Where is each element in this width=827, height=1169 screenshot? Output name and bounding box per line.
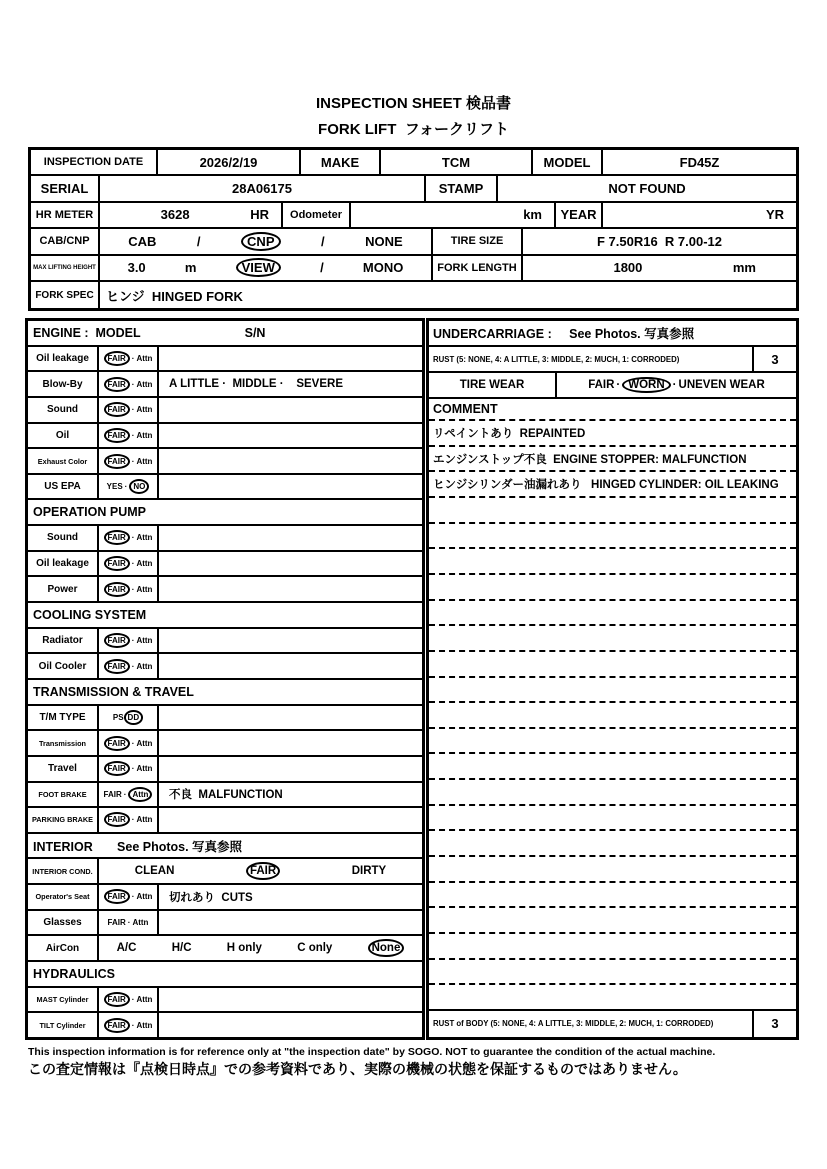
row-label: Transmission bbox=[28, 731, 99, 755]
max-lifting-options bbox=[100, 256, 433, 280]
section-interior: INTERIOR See Photos. 写真参照 bbox=[28, 834, 422, 860]
note-cell bbox=[159, 911, 422, 935]
option-attn: Attn bbox=[136, 379, 153, 389]
tire-wear-row bbox=[429, 373, 796, 399]
row-us-epa bbox=[28, 475, 422, 501]
section-operation: OPERATION PUMP bbox=[28, 500, 422, 526]
empty-comment-line bbox=[429, 729, 796, 755]
rating-cell bbox=[99, 731, 159, 755]
sheet-subtitle: FORK LIFT フォークリフト bbox=[318, 121, 509, 138]
comment-line-2: エンジンストップ不良 ENGINE STOPPER: MALFUNCTION bbox=[429, 447, 796, 473]
circled-option-fair: FAIR bbox=[104, 659, 130, 674]
option-attn: Attn bbox=[136, 815, 153, 825]
circled-option-attn: Attn bbox=[128, 787, 152, 802]
option-attn: Attn bbox=[136, 661, 153, 671]
option-attn: Attn bbox=[136, 456, 153, 466]
circled-option-fair: FAIR bbox=[104, 736, 130, 751]
header-row-6 bbox=[31, 282, 796, 308]
odometer-label: Odometer bbox=[283, 203, 351, 227]
row-parking-brake bbox=[28, 808, 422, 834]
note-cell bbox=[159, 654, 422, 678]
empty-comment-line bbox=[429, 652, 796, 678]
option-fair: FAIR bbox=[588, 379, 615, 391]
separator: · bbox=[131, 636, 135, 645]
empty-comment-line bbox=[429, 857, 796, 883]
circled-option-fair: FAIR bbox=[104, 1018, 130, 1033]
option-h-only: H only bbox=[226, 942, 262, 955]
tire-size-label: TIRE SIZE bbox=[433, 229, 523, 253]
header-row-2 bbox=[31, 176, 796, 202]
option-attn: Attn bbox=[136, 892, 153, 902]
note-cell bbox=[159, 424, 422, 448]
option-fair: FAIR bbox=[107, 918, 126, 928]
row-label: TILT Cylinder bbox=[28, 1013, 99, 1037]
separator: · bbox=[131, 815, 135, 825]
row-label: MAST Cylinder bbox=[28, 988, 99, 1012]
row-glasses bbox=[28, 911, 422, 937]
rust-rating-label: RUST (5: NONE, 4: A LITTLE, 3: MIDDLE, 2: MUCH, 1: CORRODED) bbox=[433, 354, 680, 364]
header-row-4 bbox=[31, 229, 796, 255]
row-interior-cond bbox=[28, 859, 422, 885]
rating-cell bbox=[99, 424, 159, 448]
model-label: MODEL bbox=[533, 150, 603, 174]
rating-cell bbox=[99, 475, 159, 499]
row-mast-cylinder bbox=[28, 988, 422, 1014]
option-uneven-wear: UNEVEN WEAR bbox=[678, 379, 765, 391]
separator: · bbox=[131, 430, 135, 440]
rating-cell bbox=[99, 449, 159, 473]
rating-cell bbox=[99, 347, 159, 371]
option-blank: / bbox=[321, 233, 325, 249]
row-label: Glasses bbox=[28, 911, 99, 935]
rating-cell bbox=[99, 936, 422, 960]
model-value: FD45Z bbox=[679, 154, 720, 170]
option-attn: Attn bbox=[136, 738, 153, 748]
circled-option-none: None bbox=[368, 939, 405, 957]
row-sound bbox=[28, 526, 422, 552]
row-label: Blow-By bbox=[28, 372, 99, 396]
inspection-items-table bbox=[25, 318, 425, 1040]
option-yes: YES bbox=[106, 482, 123, 492]
option-dirty: DIRTY bbox=[351, 865, 387, 878]
option-attn: Attn bbox=[136, 353, 153, 363]
fork-spec-label: FORK SPEC bbox=[31, 282, 100, 308]
row-oil-leakage bbox=[28, 347, 422, 373]
note-cell: 切れあり CUTS bbox=[169, 891, 253, 904]
separator: · bbox=[131, 533, 135, 543]
tire-size-value: F 7.50R16 R 7.00-12 bbox=[596, 233, 723, 249]
option-cab: CAB bbox=[128, 233, 157, 249]
row-label: Oil leakage bbox=[28, 347, 99, 371]
empty-comment-line bbox=[429, 806, 796, 832]
header-row-1 bbox=[31, 150, 796, 176]
option-attn: Attn bbox=[136, 764, 153, 774]
row-label: Sound bbox=[28, 526, 99, 550]
rust-of-body-row bbox=[429, 1009, 796, 1037]
note-cell bbox=[159, 731, 422, 755]
option-attn: Attn bbox=[136, 636, 153, 645]
circled-option-fair: FAIR bbox=[104, 377, 130, 392]
circled-option-fair: FAIR bbox=[246, 862, 280, 880]
fork-length-value: 1800 bbox=[613, 260, 643, 276]
note-cell bbox=[159, 988, 422, 1012]
year-unit: YR bbox=[765, 207, 784, 223]
option-h-c: H/C bbox=[171, 942, 192, 955]
rust-of-body-value: 3 bbox=[752, 1011, 796, 1037]
empty-comment-line bbox=[429, 960, 796, 986]
circled-option-no: NO bbox=[129, 479, 149, 494]
option-fair: FAIR bbox=[103, 789, 122, 799]
inspection-date-label: INSPECTION DATE bbox=[31, 150, 158, 174]
separator: · bbox=[131, 456, 135, 466]
option-clean: CLEAN bbox=[134, 865, 175, 878]
fork-spec-value: ヒンジ HINGED FORK bbox=[106, 288, 243, 304]
circled-option-fair: FAIR bbox=[104, 633, 130, 648]
separator: · bbox=[616, 379, 621, 391]
serial-value: 28A06175 bbox=[100, 176, 426, 200]
separator: · bbox=[131, 764, 135, 774]
row-label: Oil Cooler bbox=[28, 654, 99, 678]
circled-option-dd: DD bbox=[124, 710, 144, 725]
comment-line-1: リペイントあり REPAINTED bbox=[429, 421, 796, 447]
rating-cell bbox=[99, 398, 159, 422]
circled-option-fair: FAIR bbox=[104, 992, 130, 1007]
fork-length-label: FORK LENGTH bbox=[433, 256, 523, 280]
rating-cell bbox=[99, 911, 159, 935]
row-transmission bbox=[28, 731, 422, 757]
row-label: Power bbox=[28, 577, 99, 601]
option-attn: Attn bbox=[132, 918, 149, 928]
disclaimer-japanese: この査定情報は『点検日時点』での参考資料であり、実際の機械の状態を保証するものではありません。 bbox=[28, 1061, 687, 1077]
circled-option-fair: FAIR bbox=[104, 761, 130, 776]
circled-option-fair: FAIR bbox=[104, 530, 130, 545]
rating-cell bbox=[99, 783, 159, 807]
separator: · bbox=[672, 379, 677, 391]
circled-option-fair: FAIR bbox=[104, 454, 130, 469]
rust-rating-row bbox=[429, 347, 796, 373]
note-cell bbox=[159, 808, 422, 832]
empty-comment-line bbox=[429, 703, 796, 729]
separator: · bbox=[131, 738, 135, 748]
option-c-only: C only bbox=[297, 942, 333, 955]
row-sound bbox=[28, 398, 422, 424]
tire-wear-label: TIRE WEAR bbox=[429, 373, 557, 397]
empty-comment-line bbox=[429, 575, 796, 601]
row-oil-cooler bbox=[28, 654, 422, 680]
option-attn: Attn bbox=[136, 1020, 153, 1030]
row-label: Radiator bbox=[28, 629, 99, 653]
circled-option-view: VIEW bbox=[236, 258, 281, 277]
separator: · bbox=[131, 559, 135, 569]
circled-option-fair: FAIR bbox=[104, 402, 130, 417]
empty-comment-line bbox=[429, 549, 796, 575]
separator: · bbox=[131, 994, 135, 1004]
row-label: FOOT BRAKE bbox=[28, 783, 99, 807]
disclaimer-english: This inspection information is for reference only at "the inspection date" by SOGO. NOT to guarantee the condition of the actual machine. bbox=[28, 1046, 716, 1058]
note-cell bbox=[159, 629, 422, 653]
circled-option-fair: FAIR bbox=[104, 428, 130, 443]
serial-label: SERIAL bbox=[31, 176, 100, 200]
row-label: US EPA bbox=[28, 475, 99, 499]
empty-comment-line bbox=[429, 985, 796, 1009]
note-cell bbox=[159, 552, 422, 576]
row-label: Operator's Seat bbox=[28, 885, 99, 909]
hr-meter-label: HR METER bbox=[31, 203, 100, 227]
rust-of-body-label: RUST of BODY (5: NONE, 4: A LITTLE, 3: MIDDLE, 2: MUCH, 1: CORRODED) bbox=[433, 1019, 714, 1029]
make-label: MAKE bbox=[301, 150, 381, 174]
option-attn: Attn bbox=[136, 559, 153, 569]
tire-wear-options bbox=[557, 373, 796, 397]
rating-cell bbox=[99, 859, 422, 883]
separator: · bbox=[123, 789, 127, 799]
option-attn: Attn bbox=[136, 430, 153, 440]
circled-option-worn: WORN bbox=[622, 377, 670, 393]
note-cell bbox=[159, 577, 422, 601]
note-cell bbox=[159, 526, 422, 550]
rating-cell bbox=[99, 654, 159, 678]
row-label: AirCon bbox=[28, 936, 99, 960]
rating-cell bbox=[99, 577, 159, 601]
rating-cell bbox=[99, 526, 159, 550]
separator: · bbox=[131, 892, 135, 902]
separator: · bbox=[131, 353, 135, 363]
cab-cnp-label: CAB/CNP bbox=[31, 229, 100, 253]
sheet-title: INSPECTION SHEET 検品書 bbox=[315, 95, 512, 112]
rating-cell bbox=[99, 706, 159, 730]
empty-comment-line bbox=[429, 601, 796, 627]
empty-comment-line bbox=[429, 831, 796, 857]
empty-comment-line bbox=[429, 498, 796, 524]
row-operator-s-seat bbox=[28, 885, 422, 911]
section-hydraulics: HYDRAULICS bbox=[28, 962, 422, 988]
separator: · bbox=[131, 661, 135, 671]
option-none: NONE bbox=[365, 233, 403, 249]
note-cell bbox=[159, 398, 422, 422]
row-label: Oil bbox=[28, 424, 99, 448]
option-attn: Attn bbox=[136, 584, 153, 594]
header-row-5 bbox=[31, 256, 796, 282]
row-label: Travel bbox=[28, 757, 99, 781]
make-value: TCM bbox=[381, 150, 533, 174]
inspection-date-value: 2026/2/19 bbox=[158, 150, 301, 174]
row-radiator bbox=[28, 629, 422, 655]
row-aircon bbox=[28, 936, 422, 962]
separator: · bbox=[131, 584, 135, 594]
row-label: PARKING BRAKE bbox=[28, 808, 99, 832]
separator: · bbox=[131, 405, 135, 415]
section-transmission: TRANSMISSION & TRAVEL bbox=[28, 680, 422, 706]
option-a-c: A/C bbox=[116, 942, 137, 955]
circled-option-fair: FAIR bbox=[104, 812, 130, 827]
max-lifting-height-label: MAX LIFTING HEIGHT bbox=[31, 256, 100, 280]
note-cell bbox=[159, 449, 422, 473]
option-ps: PS bbox=[112, 712, 124, 722]
empty-comment-line bbox=[429, 934, 796, 960]
row-exhaust-color bbox=[28, 449, 422, 475]
rating-cell bbox=[99, 372, 159, 396]
hr-meter-value-cell bbox=[100, 203, 283, 227]
undercarriage-table bbox=[426, 318, 799, 1040]
odometer-value-cell bbox=[351, 203, 556, 227]
row-foot-brake bbox=[28, 783, 422, 809]
separator: · bbox=[131, 1020, 135, 1030]
option-3-0: 3.0 bbox=[127, 260, 146, 276]
rating-cell bbox=[99, 885, 159, 909]
row-power bbox=[28, 577, 422, 603]
empty-comment-line bbox=[429, 780, 796, 806]
circled-option-cnp: CNP bbox=[241, 232, 280, 251]
note-cell: 不良 MALFUNCTION bbox=[169, 789, 283, 802]
empty-comment-line bbox=[429, 678, 796, 704]
empty-comment-line bbox=[429, 908, 796, 934]
option-mono: MONO bbox=[362, 260, 404, 276]
rating-cell bbox=[99, 808, 159, 832]
circled-option-fair: FAIR bbox=[104, 889, 130, 904]
note-cell bbox=[159, 1013, 422, 1037]
year-label: YEAR bbox=[556, 203, 603, 227]
comment-header: COMMENT bbox=[429, 399, 796, 421]
option-attn: Attn bbox=[136, 533, 153, 543]
row-label: Sound bbox=[28, 398, 99, 422]
rating-cell bbox=[99, 1013, 159, 1037]
option-m: m bbox=[184, 260, 197, 276]
row-t-m-type bbox=[28, 706, 422, 732]
option-blank: / bbox=[196, 233, 201, 249]
odometer-unit: km bbox=[523, 207, 542, 223]
rating-cell bbox=[99, 552, 159, 576]
circled-option-fair: FAIR bbox=[104, 556, 130, 571]
empty-comment-line bbox=[429, 626, 796, 652]
note-cell: A LITTLE · MIDDLE · SEVERE bbox=[169, 378, 343, 391]
row-travel bbox=[28, 757, 422, 783]
empty-comment-line bbox=[429, 754, 796, 780]
empty-comment-line bbox=[429, 524, 796, 550]
stamp-value: NOT FOUND bbox=[608, 181, 686, 197]
fork-length-unit: mm bbox=[732, 260, 756, 276]
fork-length-value-cell bbox=[523, 256, 796, 280]
hr-meter-unit: HR bbox=[250, 207, 269, 223]
row-label: Oil leakage bbox=[28, 552, 99, 576]
option-blank: / bbox=[320, 260, 324, 276]
section-engine: ENGINE : MODEL S/N bbox=[28, 321, 422, 347]
row-label: T/M TYPE bbox=[28, 706, 99, 730]
separator: · bbox=[131, 379, 135, 389]
row-tilt-cylinder bbox=[28, 1013, 422, 1037]
header-row-3 bbox=[31, 203, 796, 229]
header-table bbox=[28, 147, 799, 311]
circled-option-fair: FAIR bbox=[104, 351, 130, 366]
rating-cell bbox=[99, 988, 159, 1012]
section-cooling: COOLING SYSTEM bbox=[28, 603, 422, 629]
separator: · bbox=[127, 918, 131, 928]
note-cell bbox=[159, 475, 422, 499]
row-label: INTERIOR COND. bbox=[28, 859, 99, 883]
separator: · bbox=[124, 482, 128, 492]
circled-option-fair: FAIR bbox=[104, 582, 130, 597]
empty-comment-line bbox=[429, 883, 796, 909]
note-cell bbox=[159, 706, 422, 730]
rust-rating-value: 3 bbox=[752, 347, 796, 371]
row-blow-by bbox=[28, 372, 422, 398]
hr-meter-value: 3628 bbox=[160, 207, 190, 223]
year-value-cell bbox=[603, 203, 796, 227]
row-oil-leakage bbox=[28, 552, 422, 578]
note-cell bbox=[159, 347, 422, 371]
option-attn: Attn bbox=[136, 405, 153, 415]
cab-cnp-options bbox=[100, 229, 433, 253]
undercarriage-header: UNDERCARRIAGE : See Photos. 写真参照 bbox=[429, 321, 796, 347]
row-oil bbox=[28, 424, 422, 450]
note-cell bbox=[159, 757, 422, 781]
comment-line-3: ヒンジシリンダー油漏れあり HINGED CYLINDER: OIL LEAKING bbox=[429, 472, 796, 498]
rating-cell bbox=[99, 629, 159, 653]
stamp-label: STAMP bbox=[426, 176, 498, 200]
row-label: Exhaust Color bbox=[28, 449, 99, 473]
option-attn: Attn bbox=[136, 994, 153, 1004]
rating-cell bbox=[99, 757, 159, 781]
